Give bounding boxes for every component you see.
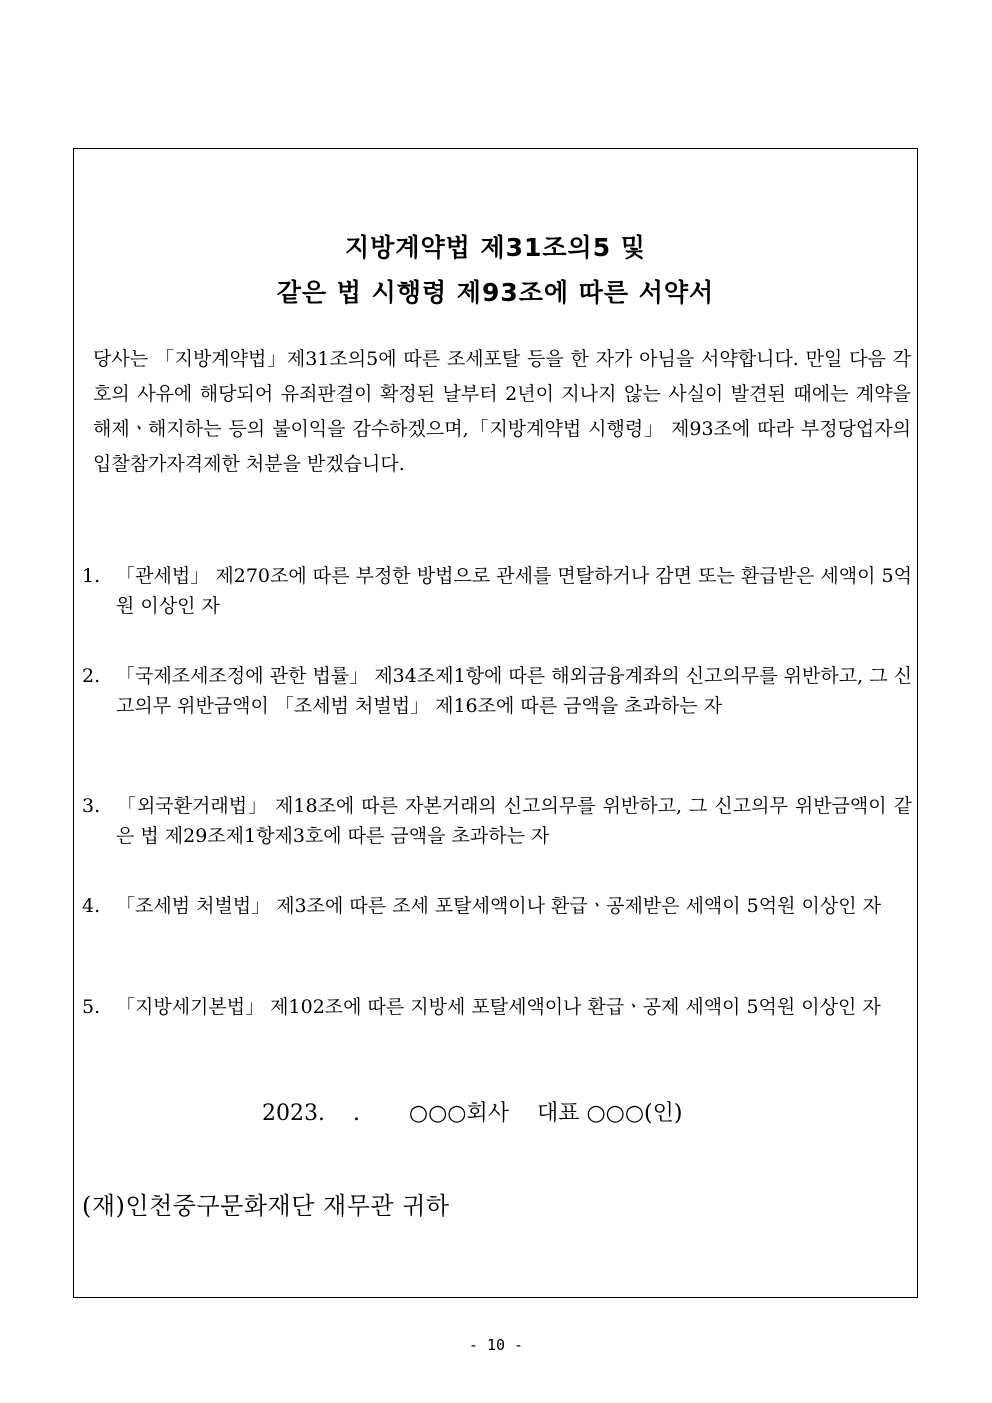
document-title-line-1: 지방계약법 제31조의5 및 (345, 233, 646, 262)
item-text: 「지방세기본법」 제102조에 따른 지방세 포탈세액이나 환급ㆍ공제 세액이 5억원 이상인 자 (116, 996, 881, 1018)
pledge-form-frame (73, 148, 918, 1298)
pledge-intro-paragraph: 당사는 「지방계약법」제31조의5에 따른 조세포탈 등을 한 자가 아님을 서약합니다. 만일 다음 각호의 사유에 해당되어 유죄판결이 확정된 날부터 2년이 지나지 않는 사실이 발견된 때에는 계약을 해제ㆍ해지하는 등의 불이익을 감수하겠으며,「지방계약법 시행령」 제93조에 따라 부정당업자의 입찰참가자격제한 처분을 받겠습니다. (93, 348, 911, 475)
item-text: 「국제조세조정에 관한 법률」 제34조제1항에 따른 해외금융계좌의 신고의무를 위반하고, 그 신고의무 위반금액이 「조세범 처벌법」 제16조에 따른 금액을 초과하는 자 (116, 665, 912, 717)
addressee: (재)인천중구문화재단 재무관 귀하 (82, 1192, 450, 1220)
item-number: 3. (82, 795, 101, 817)
list-item (82, 661, 912, 721)
item-text: 「외국환거래법」 제18조에 따른 자본거래의 신고의무를 위반하고, 그 신고의무 위반금액이 같은 법 제29조제1항제3호에 따른 금액을 초과하는 자 (116, 795, 912, 847)
date-signature-line: 2023. . ○○○회사 대표 ○○○(인) (262, 1101, 683, 1126)
document-title-line-2: 같은 법 시행령 제93조에 따른 서약서 (276, 278, 715, 307)
item-text: 「관세법」 제270조에 따른 부정한 방법으로 관세를 면탈하거나 감면 또는 환급받은 세액이 5억원 이상인 자 (116, 565, 912, 617)
page-number: - 10 - (468, 1336, 524, 1354)
item-number: 2. (82, 665, 101, 687)
list-item (82, 791, 912, 851)
item-number: 5. (82, 996, 101, 1018)
item-number: 4. (82, 895, 101, 917)
list-item (82, 992, 912, 1022)
item-text: 「조세범 처벌법」 제3조에 따른 조세 포탈세액이나 환급ㆍ공제받은 세액이 5억원 이상인 자 (116, 895, 881, 917)
item-number: 1. (82, 565, 101, 587)
list-item (82, 561, 912, 621)
list-item (82, 891, 912, 921)
